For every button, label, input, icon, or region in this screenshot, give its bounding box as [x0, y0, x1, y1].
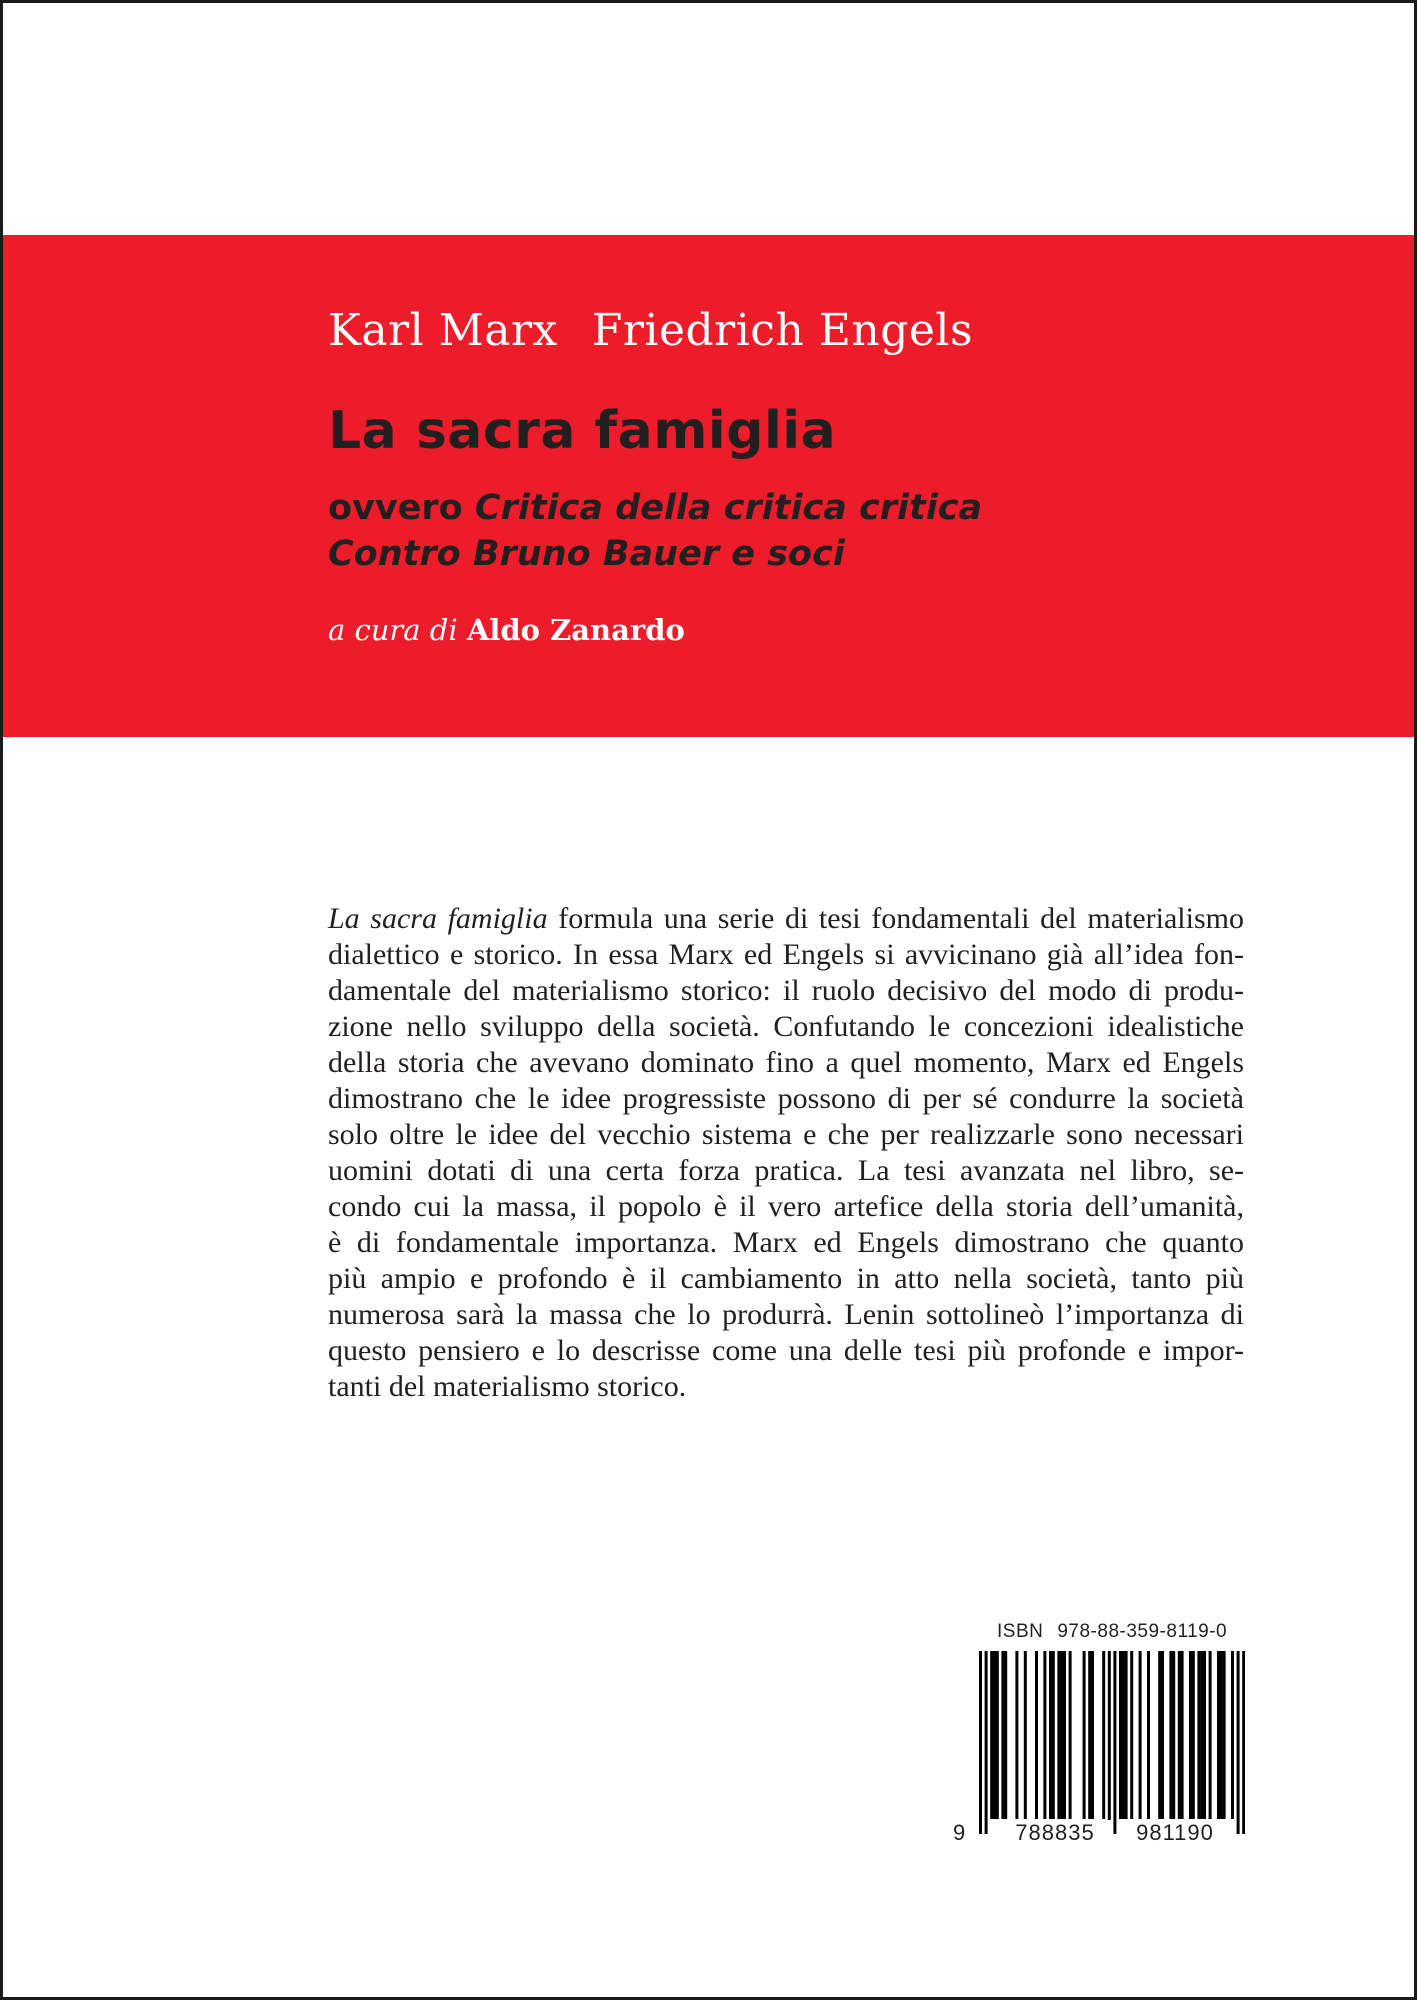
blurb-line — [328, 901, 1244, 937]
authors — [328, 305, 973, 356]
subtitle-italic-2: Contro Bruno Bauer e soci — [328, 534, 845, 574]
barcode-bar — [1057, 1651, 1060, 1819]
blurb-text: formula una serie di tesi fondamentali del materialismo — [547, 902, 1244, 935]
barcode-bar — [1220, 1651, 1223, 1819]
barcode-bar — [1242, 1651, 1245, 1834]
blurb-line — [328, 1369, 1244, 1405]
barcode-bar — [1147, 1651, 1150, 1819]
blurb-text: è di fondamentale importanza. Marx ed Engels dimostrano che quanto — [328, 1226, 1244, 1259]
blurb-line — [328, 1081, 1244, 1117]
blurb-text: numerosa sarà la massa che lo produrrà. Lenin sottolineò l’importanza di — [328, 1298, 1244, 1331]
barcode-bar — [990, 1651, 993, 1819]
barcode-bar — [1172, 1651, 1175, 1819]
barcode-bar — [1203, 1651, 1206, 1819]
barcode-bar — [1015, 1651, 1018, 1819]
blurb-text: damentale del materialismo storico: il ruolo decisivo del modo di produ- — [328, 974, 1244, 1007]
blurb-line — [328, 937, 1244, 973]
editor-credit — [328, 613, 685, 647]
barcode-bar — [1209, 1651, 1212, 1819]
blurb-line — [328, 1297, 1244, 1333]
blurb-text: solo oltre le idee del vecchio sistema e che per realizzarle sono necessari — [328, 1118, 1244, 1151]
blurb-line — [328, 1153, 1244, 1189]
blurb-line — [328, 1225, 1244, 1261]
barcode-bar — [1130, 1651, 1133, 1819]
barcode-bar — [1060, 1651, 1063, 1819]
blurb-text: della storia che avevano dominato fino a quel momento, Marx ed Engels — [328, 1046, 1244, 1079]
barcode-bar — [1052, 1651, 1055, 1819]
subtitle-italic-1: Critica della critica critica — [474, 488, 983, 528]
barcode-bar — [993, 1651, 996, 1819]
barcode-bar — [996, 1651, 999, 1819]
blurb-line — [328, 1261, 1244, 1297]
blurb-italic-title: La sacra famiglia — [328, 902, 548, 935]
subtitle-line-2 — [328, 531, 982, 577]
barcode-bar — [1189, 1651, 1192, 1819]
blurb-text: condo cui la massa, il popolo è il vero artefice della storia dell’umanità, — [328, 1190, 1244, 1223]
barcode-bar — [1217, 1651, 1220, 1819]
editor-name: Aldo Zanardo — [466, 613, 685, 647]
author-friedrich-engels: Friedrich Engels — [591, 305, 974, 356]
barcode-bar — [1049, 1651, 1052, 1819]
blurb-line — [328, 1189, 1244, 1225]
barcode-digits-left: 788835 — [999, 1820, 1111, 1846]
barcode-bar — [1102, 1651, 1105, 1819]
author-karl-marx: Karl Marx — [328, 305, 558, 356]
barcode-digit-lead: 9 — [953, 1820, 967, 1845]
barcode-bar — [1083, 1651, 1086, 1819]
barcode-bar — [1043, 1651, 1046, 1819]
barcode-bar — [1237, 1651, 1240, 1834]
barcode-bar — [1178, 1651, 1181, 1819]
blurb-text: dimostrano che le idee progressiste possono di per sé condurre la società — [328, 1082, 1244, 1115]
barcode-bar — [985, 1651, 988, 1834]
barcode-bar — [1139, 1651, 1142, 1819]
blurb-line — [328, 1045, 1244, 1081]
barcode-bar — [1169, 1651, 1172, 1819]
barcode-bar — [1122, 1651, 1125, 1819]
blurb-line — [328, 973, 1244, 1009]
barcode-bar — [1063, 1651, 1066, 1819]
barcode-bar — [1231, 1651, 1234, 1819]
blurb-text: questo pensiero e lo descrisse come una delle tesi più profonde e impor- — [328, 1334, 1244, 1367]
barcode-bar — [1192, 1651, 1195, 1819]
barcode-bar — [1035, 1651, 1038, 1819]
barcode-bar — [1158, 1651, 1161, 1819]
barcode — [979, 1651, 1245, 1834]
barcode-bar — [1113, 1651, 1116, 1834]
blurb-text: uomini dotati di una certa forza pratica. La tesi avanzata nel libro, se- — [328, 1154, 1244, 1187]
barcode-bar — [1069, 1651, 1072, 1819]
barcode-bar — [1223, 1651, 1226, 1819]
book-subtitle — [328, 485, 982, 577]
blurb-text: più ampio e profondo è il cambiamento in atto nella società, tanto più — [328, 1262, 1244, 1295]
blurb-text: dialettico e storico. In essa Marx ed Engels si avvicinano già all’idea fon- — [328, 938, 1244, 971]
barcode-digits-right: 981190 — [1119, 1820, 1231, 1846]
barcode-bar — [1108, 1651, 1111, 1834]
isbn-number: 978-88-359-8119-0 — [1057, 1621, 1228, 1642]
isbn-label: ISBN — [997, 1621, 1044, 1642]
blurb-paragraph — [328, 901, 1244, 1405]
barcode-bar — [1004, 1651, 1007, 1819]
barcode-bar — [1024, 1651, 1027, 1819]
blurb-line — [328, 1117, 1244, 1153]
subtitle-line-1 — [328, 485, 982, 531]
barcode-bar — [1001, 1651, 1004, 1819]
barcode-bar — [1088, 1651, 1091, 1819]
barcode-bar — [1125, 1651, 1128, 1819]
barcode-bar — [1161, 1651, 1164, 1819]
blurb-text: zione nello sviluppo della società. Confutando le concezioni idealistiche — [328, 1010, 1244, 1043]
blurb-line — [328, 1333, 1244, 1369]
barcode-bar — [1091, 1651, 1094, 1819]
barcode-bar — [1119, 1651, 1122, 1819]
barcode-bar — [1197, 1651, 1200, 1819]
editor-label: a cura di — [328, 613, 458, 647]
isbn-label-group — [997, 1621, 1227, 1643]
blurb-text: tanti del materialismo storico. — [328, 1370, 687, 1403]
blurb-line — [328, 1009, 1244, 1045]
subtitle-prefix: ovvero — [328, 488, 463, 528]
barcode-bar — [1181, 1651, 1184, 1819]
barcode-bar — [979, 1651, 982, 1834]
book-title: La sacra famiglia — [328, 401, 837, 461]
barcode-bar — [1200, 1651, 1203, 1819]
